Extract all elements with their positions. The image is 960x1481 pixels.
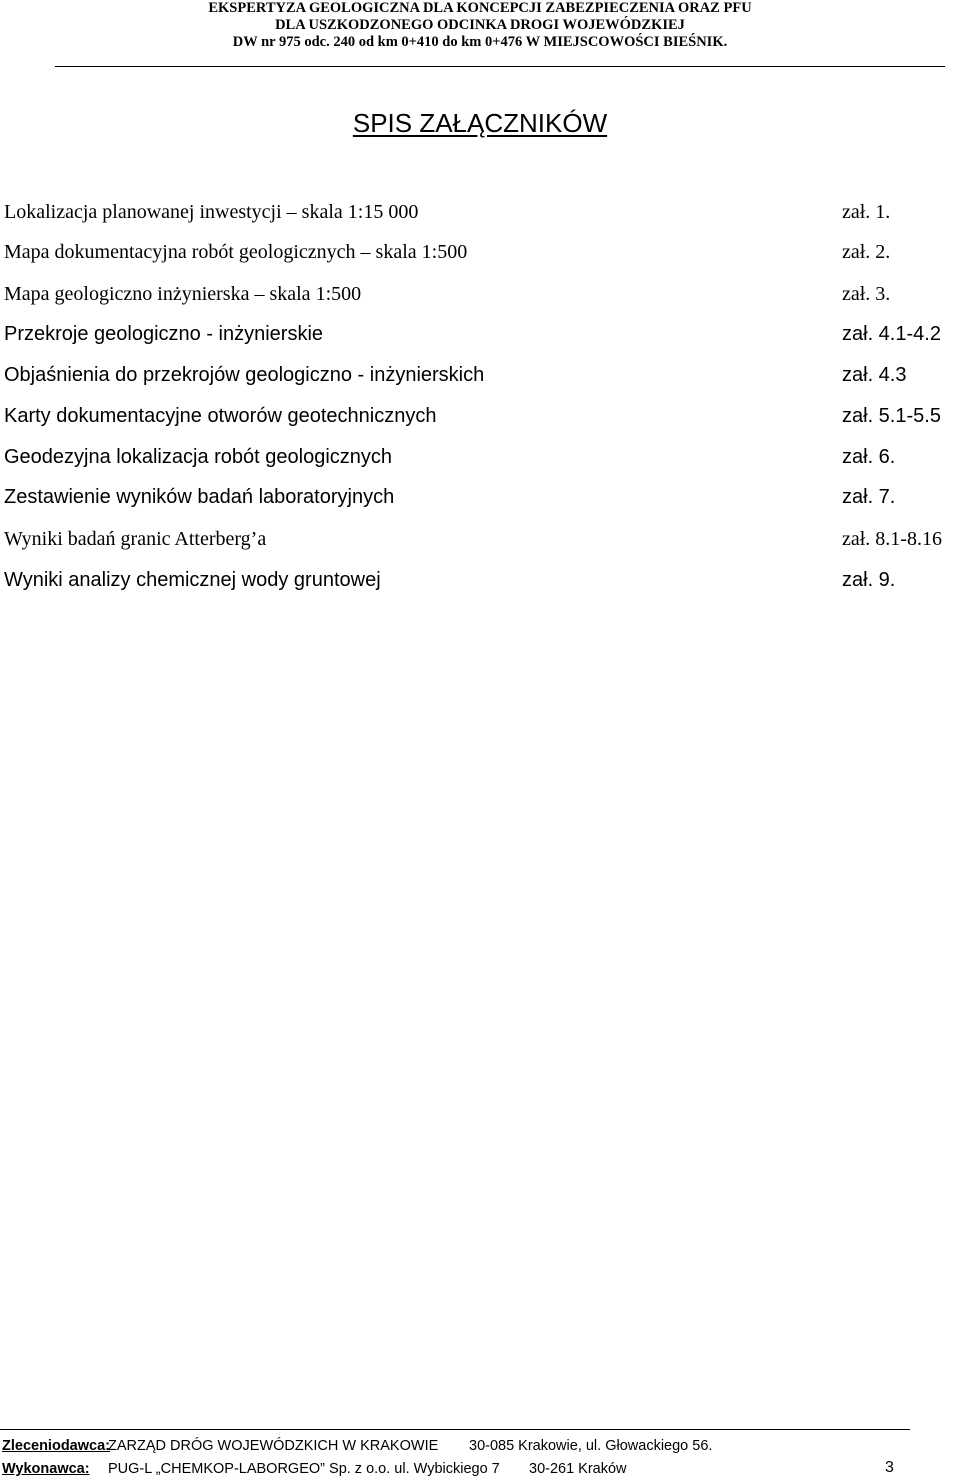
list-item-label: Wyniki badań granic Atterberg’a [4, 528, 267, 550]
list-item-ref: zał. 8.1-8.16 [842, 528, 942, 550]
list-item-label: Zestawienie wyników badań laboratoryjnych [4, 486, 395, 508]
document-header [0, 0, 960, 51]
footer-client [2, 1438, 960, 1458]
header-divider [55, 66, 945, 67]
list-item [4, 401, 960, 431]
list-item-ref: zał. 7. [842, 486, 896, 508]
list-item [4, 279, 960, 309]
list-item [4, 360, 960, 390]
contractor-address: 30-261 Kraków [529, 1461, 627, 1477]
list-item [4, 482, 960, 512]
list-item-ref: zał. 2. [842, 241, 891, 263]
list-item [4, 565, 960, 595]
list-item [4, 237, 960, 267]
page-number: 3 [885, 1459, 894, 1476]
client-address: 30-085 Krakowie, ul. Głowackiego 56. [469, 1438, 713, 1454]
list-item-label: Mapa dokumentacyjna robót geologicznych – skala 1:500 [4, 241, 468, 263]
list-item [4, 524, 960, 554]
list-item-ref: zał. 5.1-5.5 [842, 405, 941, 427]
page-title: SPIS ZAŁĄCZNIKÓW [352, 108, 608, 138]
list-item-label: Mapa geologiczno inżynierska – skala 1:500 [4, 283, 362, 305]
list-item-label: Wyniki analizy chemicznej wody gruntowej [4, 569, 381, 591]
list-item [4, 442, 960, 472]
list-item-label: Karty dokumentacyjne otworów geotechnicznych [4, 405, 437, 427]
contractor-name: PUG-L „CHEMKOP-LABORGEO” Sp. z o.o. ul. Wybickiego 7 [108, 1461, 500, 1477]
list-item [4, 319, 960, 349]
footer-contractor [2, 1461, 960, 1481]
client-name: ZARZĄD DRÓG WOJEWÓDZKICH W KRAKOWIE [108, 1438, 439, 1454]
footer-divider [0, 1429, 910, 1430]
header-line-3: DW nr 975 odc. 240 od km 0+410 do km 0+476 W MIEJSCOWOŚCI BIEŚNIK. [232, 34, 728, 50]
list-item-ref: zał. 9. [842, 569, 896, 591]
list-item [4, 197, 960, 227]
list-item-label: Objaśnienia do przekrojów geologiczno - inżynierskich [4, 364, 485, 386]
client-label: Zleceniodawca: [2, 1438, 110, 1454]
list-item-ref: zał. 3. [842, 283, 891, 305]
header-line-1: EKSPERTYZA GEOLOGICZNA DLA KONCEPCJI ZABEZPIECZENIA ORAZ PFU [208, 0, 752, 16]
list-item-label: Przekroje geologiczno - inżynierskie [4, 323, 324, 345]
list-item-ref: zał. 6. [842, 446, 896, 468]
contractor-label: Wykonawca: [2, 1461, 90, 1477]
list-item-ref: zał. 4.3 [842, 364, 907, 386]
list-item-label: Geodezyjna lokalizacja robót geologicznych [4, 446, 393, 468]
list-item-ref: zał. 4.1-4.2 [842, 323, 941, 345]
list-item-ref: zał. 1. [842, 201, 891, 223]
list-item-label: Lokalizacja planowanej inwestycji – skala 1:15 000 [4, 201, 419, 223]
header-line-2: DLA USZKODZONEGO ODCINKA DROGI WOJEWÓDZKIEJ [275, 17, 685, 33]
